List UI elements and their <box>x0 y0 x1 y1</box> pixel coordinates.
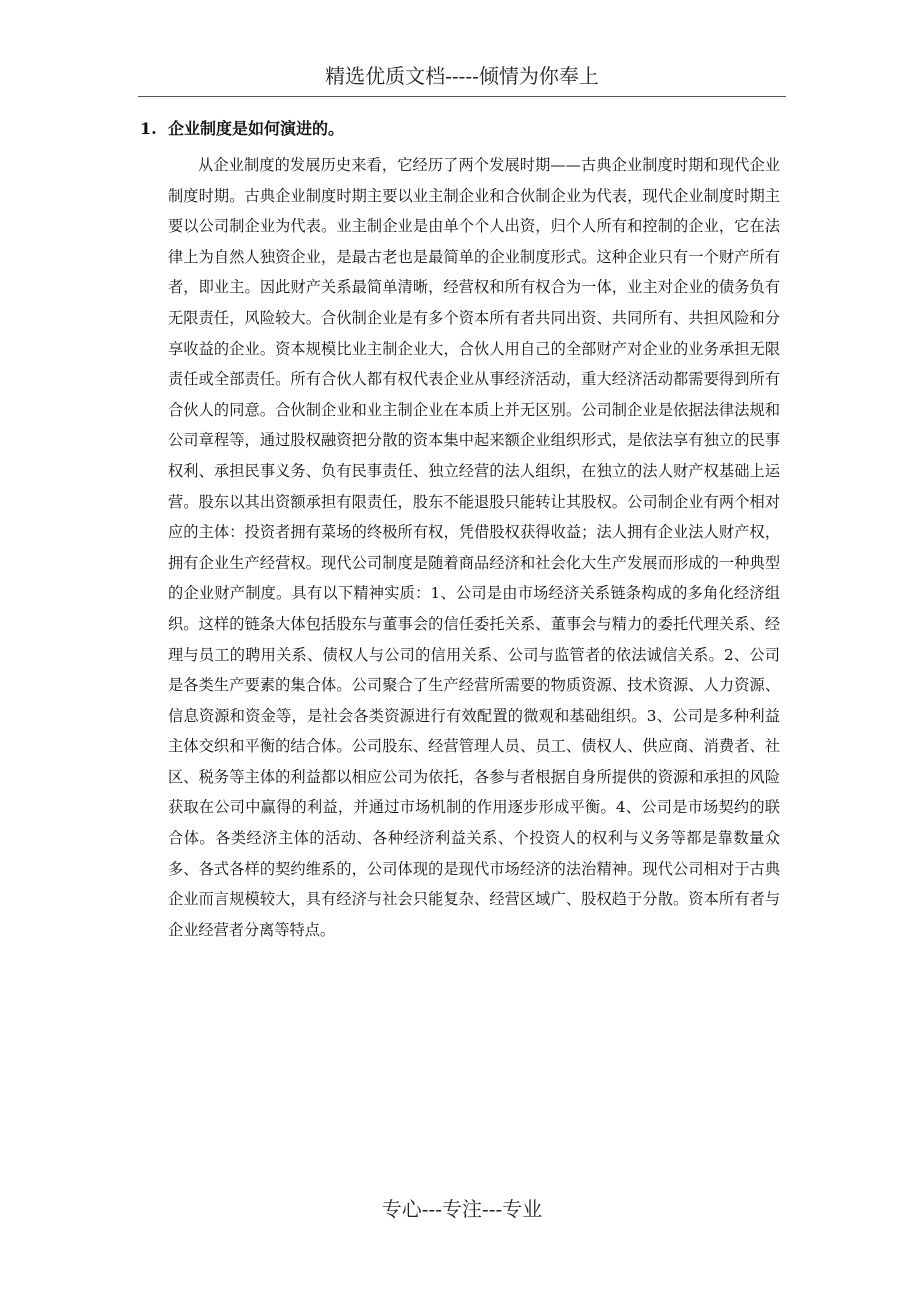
header-divider <box>138 96 786 97</box>
section-heading <box>140 117 344 141</box>
page-header: 精选优质文档-----倾情为你奉上 <box>325 64 599 88</box>
section-title: 企业制度是如何演进的。 <box>168 119 345 138</box>
section-number: 1. <box>140 119 157 138</box>
section-paragraph: 从企业制度的发展历史来看，它经历了两个发展时期——古典企业制度时期和现代企业制度时期。古典企业制度时期主要以业主制企业和合伙制企业为代表，现代企业制度时期主要以公司制企业为代表。业主制企业是由单个个人出资，归个人所有和控制的企业，它在法律上为自然人独资企业，是最古老也是最简单的企业制度形式。这种企业只有一个财产所有者，即业主。因此财产关系最简单清晰，经营权和所有权合为一体，业主对企业的债务负有无限责任，风险较大。合伙制企业是有多个资本所有者共同出资、共同所有、共担风险和分享收益的企业。资本规模比业主制企业大，合伙人用自己的全部财产对企业的业务承担无限责任或全部责任。所有合伙人都有权代表企业从事经济活动，重大经济活动都需要得到所有合伙人的同意。合伙制企业和业主制企业在本质上并无区别。公司制企业是依据法律法规和公司章程等，通过股权融资把分散的资本集中起来额企业组织形式，是依法享有独立的民事权利、承担民事义务、负有民事责任、独立经营的法人组织，在独立的法人财产权基础上运营。股东以其出资额承担有限责任，股东不能退股只能转让其股权。公司制企业有两个相对应的主体：投资者拥有菜场的终极所有权，凭借股权获得收益；法人拥有企业法人财产权，拥有企业生产经营权。现代公司制度是随着商品经济和社会化大生产发展而形成的一种典型的企业财产制度。具有以下精神实质：1、公司是由市场经济关系链条构成的多角化经济组织。这样的链条大体包括股东与董事会的信任委托关系、董事会与精力的委托代理关系、经理与员工的聘用关系、债权人与公司的信用关系、公司与监管者的依法诚信关系。2、公司是各类生产要素的集合体。公司聚合了生产经营所需要的物质资源、技术资源、人力资源、信息资源和资金等，是社会各类资源进行有效配置的微观和基础组织。3、公司是多种利益主体交织和平衡的结合体。公司股东、经营管理人员、员工、债权人、供应商、消费者、社区、税务等主体的利益都以相应公司为依托，各参与者根据自身所提供的资源和承担的风险获取在公司中赢得的利益，并通过市场机制的作用逐步形成平衡。4、公司是市场契约的联合体。各类经济主体的活动、各种经济利益关系、个投资人的权利与义务等都是靠数量众多、各式各样的契约维系的，公司体现的是现代市场经济的法治精神。现代公司相对于古典企业而言规模较大，具有经济与社会只能复杂、经营区域广、股权趋于分散。资本所有者与企业经营者分离等特点。 <box>168 156 780 939</box>
page-footer: 专心---专注---专业 <box>381 1197 543 1221</box>
